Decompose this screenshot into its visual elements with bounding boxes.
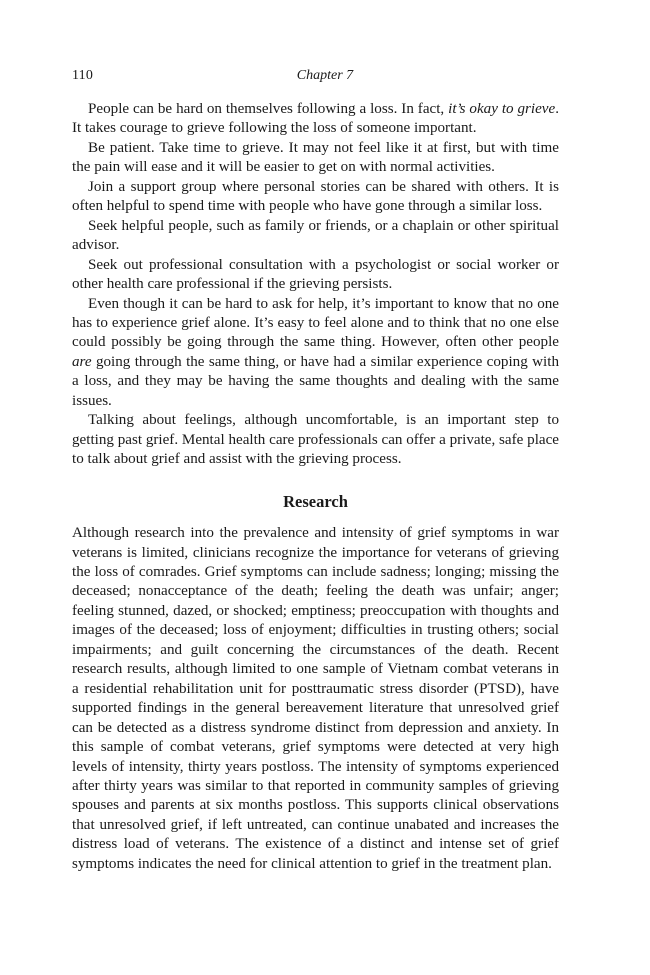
emphasis-text: are xyxy=(72,353,92,370)
running-head: Chapter 7 xyxy=(296,68,354,83)
paragraph xyxy=(72,411,559,469)
paragraph xyxy=(72,100,559,139)
paragraph-text: . It takes courage to grieve following the loss of someone important. xyxy=(72,101,559,137)
paragraph xyxy=(72,217,559,256)
paragraph-text: Even though it can be hard to ask for help, it’s important to know that no one has to experience grief alone. It’s easy to feel alone and to think that no one else could possibly be going through the same thing. However, often other people xyxy=(72,295,559,351)
paragraph-text: People can be hard on themselves following a loss. In fact, xyxy=(88,101,449,117)
paragraph-text: Talking about feelings, although uncomfortable, is an important step to getting past grief. Mental health care professionals can offer a private, safe place to talk about grief and assist with the grieving process. xyxy=(72,412,559,468)
body-text xyxy=(72,100,559,874)
research-paragraph: Although research into the prevalence and intensity of grief symptoms in war veterans is limited, clinicians recognize the importance for veterans of grieving the loss of comrades. Grief symptoms can include sadness; longing; missing the deceased; nonacceptance of the death; feeling the death was unfair; anger; feeling stunned, dazed, or shocked; emptiness; preoccupation with thoughts and images of the deceased; loss of enjoyment; difficulties in trusting others; social impairments; and guilt concerning the circumstances of the death. Recent research results, although limited to one sample of Vietnam combat veterans in a residential rehabilitation unit for posttraumatic stress disorder (PTSD), have supported findings in the general bereavement literature that unresolved grief can be detected as a distress syndrome distinct from depression and anxiety. In this sample of combat veterans, grief symptoms were detected at very high levels of intensity, thirty years postloss. The intensity of symptoms experienced after thirty years was similar to that reported in community samples of grieving spouses and parents at six months postloss. This supports clinical observations that unresolved grief, if left untreated, can continue unabated and increases the distress load of veterans. The existence of a distinct and intense set of grief symptoms indicates the need for clinical attention to grief in the treatment plan. xyxy=(72,525,559,872)
paragraph xyxy=(72,256,559,295)
paragraph-text: Join a support group where personal stories can be shared with others. It is often helpful to spend time with people who have gone through a similar loss. xyxy=(72,178,559,215)
paragraph-text: Seek out professional consultation with a psychologist or social worker or other health care professional if the grieving persists. xyxy=(72,256,559,293)
paragraph-text: Be patient. Take time to grieve. It may not feel like it at first, but with time the pain will ease and it will be easier to get on with normal activities. xyxy=(72,139,559,176)
page-number: 110 xyxy=(72,68,94,83)
paragraph xyxy=(72,178,559,217)
emphasis-text: it’s okay to grieve xyxy=(448,101,556,117)
section-heading: Research xyxy=(283,491,348,511)
paragraph-text: going through the same thing, or have had a similar experience coping with a loss, and they may be having the same thoughts and dealing with the same issues. xyxy=(72,353,559,409)
paragraph xyxy=(72,139,559,178)
paragraph-text: Seek helpful people, such as family or friends, or a chaplain or other spiritual advisor. xyxy=(72,217,559,254)
paragraph xyxy=(72,295,559,412)
